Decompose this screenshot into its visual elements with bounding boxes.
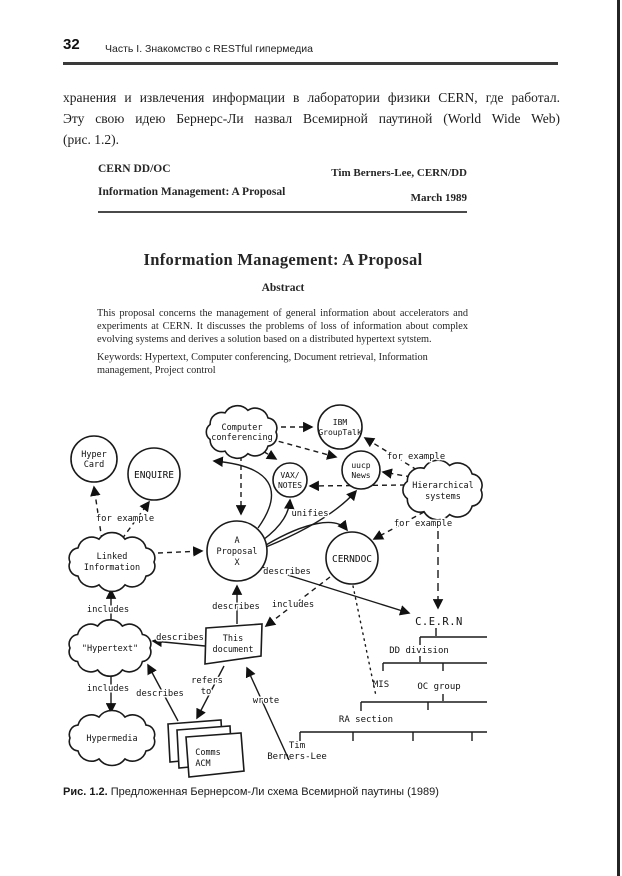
proposal-org: CERN DD/OC <box>98 163 171 175</box>
label-for-example-right: for example <box>386 452 446 462</box>
arrow-tim-wrote-thisdoc <box>247 668 289 760</box>
org-tim: Tim <box>288 741 306 751</box>
proposal-rule <box>98 211 467 213</box>
abstract-heading: Abstract <box>261 282 305 294</box>
a-proposal-x-label: A <box>234 536 240 546</box>
ibm-grouptalk-label: IBM <box>332 418 348 427</box>
uucp-news-label: uucp <box>351 461 371 470</box>
node-uucp-news <box>342 451 380 489</box>
www-proposal-diagram <box>50 390 510 782</box>
org-ra-section: RA section <box>338 715 394 725</box>
svg-text:ACM: ACM <box>195 759 211 769</box>
svg-text:systems: systems <box>425 492 461 502</box>
svg-text:GroupTalk: GroupTalk <box>318 428 362 437</box>
keywords-text: Keywords: Hypertext, Computer conferencing, Document retrieval, Information management, Project control <box>97 352 428 376</box>
label-includes-top: includes <box>86 605 130 615</box>
this-document-label: This <box>222 634 244 644</box>
org-oc-group: OC group <box>417 682 461 692</box>
abstract-text: This proposal concerns the management of general information about accelerators and experiments at CERN. It discusses the problems of loss of information about complex evolving systems and derives a solution based on a distributed hypertext sytstem. <box>97 308 468 345</box>
label-includes-bottom: includes <box>86 684 130 694</box>
enquire-label: ENQUIRE <box>133 470 175 481</box>
svg-text:NOTES: NOTES <box>277 481 303 490</box>
label-describes-cern: describes <box>263 567 311 577</box>
curve-proposal-unifies-enquire <box>214 461 271 528</box>
node-linked-information <box>69 533 155 592</box>
caption-label: Рис. 1.2. <box>63 786 108 798</box>
header-rule <box>63 62 558 65</box>
paper-stack <box>168 720 244 777</box>
caption-text: Предложенная Бернерсом-Ли схема Всемирной паутины (1989) <box>107 786 439 798</box>
page-scan-edge <box>617 0 620 876</box>
body-paragraph <box>63 87 560 150</box>
svg-text:Card: Card <box>83 460 105 470</box>
svg-text:X: X <box>234 558 240 568</box>
label-refers: refers <box>191 676 223 686</box>
org-dd-division: DD division <box>389 646 449 656</box>
org-cern: C.E.R.N <box>415 616 463 628</box>
svg-text:document: document <box>212 645 254 655</box>
body-line: хранения и извлечения информации в лаборатории физики CERN, где работал. <box>63 90 560 105</box>
hyper-card-label: Hyper <box>81 450 107 460</box>
label-describes-left: describes <box>156 633 204 643</box>
svg-text:Information: Information <box>83 563 141 573</box>
running-head: Часть I. Знакомство с RESTful гипермедиа <box>105 43 313 55</box>
hypertext-label: "Hypertext" <box>81 644 139 654</box>
node-this-document <box>205 624 262 664</box>
proposal-date: March 1989 <box>410 192 467 204</box>
label-to: to <box>200 687 212 697</box>
vax-notes-label: VAX/ <box>280 471 300 480</box>
org-mis: MIS <box>372 680 390 690</box>
label-for-example-left: for example <box>95 514 155 524</box>
body-line: (рис. 1.2). <box>63 132 119 147</box>
hierarchical-systems-label: Hierarchical <box>412 481 474 491</box>
label-describes-stack: describes <box>136 689 184 699</box>
label-unifies: unifies <box>291 509 329 519</box>
hypermedia-label: Hypermedia <box>86 734 138 744</box>
arrow-hier-to-uucp <box>383 472 411 477</box>
computer-conferencing-label: Computer <box>221 423 263 433</box>
node-vax-notes <box>273 463 307 497</box>
svg-text:Proposal: Proposal <box>216 547 258 557</box>
arrow-linked-to-proposal <box>158 551 202 553</box>
linked-information-label: Linked <box>96 552 128 562</box>
figure-caption <box>63 786 439 798</box>
label-for-example-lower: for example <box>393 519 453 529</box>
node-ibm-grouptalk <box>318 405 362 449</box>
svg-text:News: News <box>351 471 371 480</box>
page-number: 32 <box>63 36 80 53</box>
body-line: Эту свою идею Бернерс-Ли назвал Всемирной паутиной (World Wide Web) <box>63 111 560 126</box>
svg-text:conferencing: conferencing <box>211 433 273 443</box>
proposal-author: Tim Berners-Lee, CERN/DD <box>331 167 467 179</box>
label-wrote: wrote <box>252 696 280 706</box>
svg-text:Berners-Lee: Berners-Lee <box>267 752 327 762</box>
proposal-doc-title: Information Management: A Proposal <box>98 186 286 198</box>
proposal-title: Information Management: A Proposal <box>143 250 423 269</box>
cerndoc-label: CERNDOC <box>331 554 373 565</box>
label-describes-up: describes <box>212 602 260 612</box>
label-includes-right: includes <box>271 600 315 610</box>
svg-text:Comms: Comms <box>195 748 221 758</box>
